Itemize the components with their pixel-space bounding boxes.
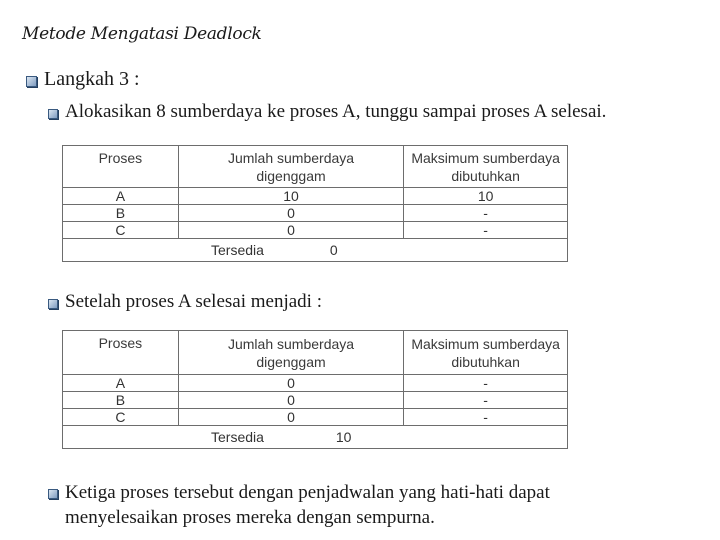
header-held-line2: digenggam: [256, 167, 326, 184]
step-heading: [26, 68, 140, 91]
header-held-line1: Jumlah sumberdaya: [227, 335, 355, 352]
header-max-line1: Maksimum sumberdaya: [411, 149, 560, 166]
cell-proses: B: [63, 392, 179, 409]
bullet-text-3-line2: menyelesaikan proses mereka dengan sempurna.: [65, 507, 435, 528]
cell-max: -: [404, 222, 568, 239]
bullet-text-3-line1: Ketiga proses tersebut dengan penjadwalan yang hati-hati dapat: [65, 482, 550, 503]
available-value: 0: [329, 242, 338, 258]
header-held-line2: digenggam: [256, 353, 326, 370]
cell-proses: C: [63, 222, 179, 239]
available-label: Tersedia: [211, 429, 264, 445]
bullet-square-icon: [48, 109, 58, 119]
bullet-text-3: [65, 480, 550, 530]
available-cell: [63, 426, 568, 449]
header-max: [404, 146, 568, 188]
step-label: Langkah 3 :: [44, 68, 140, 90]
header-max-line1: Maksimum sumberdaya: [411, 335, 560, 352]
header-max-line2: dibutuhkan: [451, 353, 520, 370]
header-max: [404, 331, 568, 375]
cell-max: 10: [404, 188, 568, 205]
cell-max: -: [404, 205, 568, 222]
cell-held: 0: [178, 375, 404, 392]
available-value: 10: [335, 429, 352, 445]
table-row: [63, 222, 568, 239]
cell-proses: A: [63, 375, 179, 392]
bullet-item-1: [48, 101, 606, 123]
header-held: [178, 146, 404, 188]
cell-held: 0: [178, 409, 404, 426]
header-proses: Proses: [63, 146, 179, 188]
cell-max: -: [404, 392, 568, 409]
header-max-line2: dibutuhkan: [451, 167, 520, 184]
cell-proses: C: [63, 409, 179, 426]
cell-max: -: [404, 375, 568, 392]
bullet-square-icon: [26, 76, 37, 87]
table-row: [63, 409, 568, 426]
table-row: [63, 392, 568, 409]
bullet-text-1: Alokasikan 8 sumberdaya ke proses A, tunggu sampai proses A selesai.: [65, 101, 607, 122]
table-row: [63, 375, 568, 392]
bullet-square-icon: [48, 489, 58, 499]
header-proses: Proses: [63, 331, 179, 375]
bullet-square-icon: [48, 299, 58, 309]
header-held-line1: Jumlah sumberdaya: [227, 149, 355, 166]
header-held: [178, 331, 404, 375]
available-cell: [63, 239, 568, 262]
table-row: [63, 205, 568, 222]
available-row: [63, 426, 568, 449]
resource-table-before: [62, 145, 568, 262]
table-row: [63, 188, 568, 205]
bullet-item-3: [48, 480, 688, 530]
cell-held: 10: [178, 188, 404, 205]
cell-max: -: [404, 409, 568, 426]
cell-held: 0: [178, 222, 404, 239]
slide-title: Metode Mengatasi Deadlock: [22, 24, 262, 44]
resource-table-after: [62, 330, 568, 449]
bullet-text-2: Setelah proses A selesai menjadi :: [65, 291, 322, 312]
cell-held: 0: [178, 392, 404, 409]
available-label: Tersedia: [211, 242, 264, 258]
cell-held: 0: [178, 205, 404, 222]
cell-proses: A: [63, 188, 179, 205]
bullet-item-2: [48, 291, 322, 313]
available-row: [63, 239, 568, 262]
cell-proses: B: [63, 205, 179, 222]
